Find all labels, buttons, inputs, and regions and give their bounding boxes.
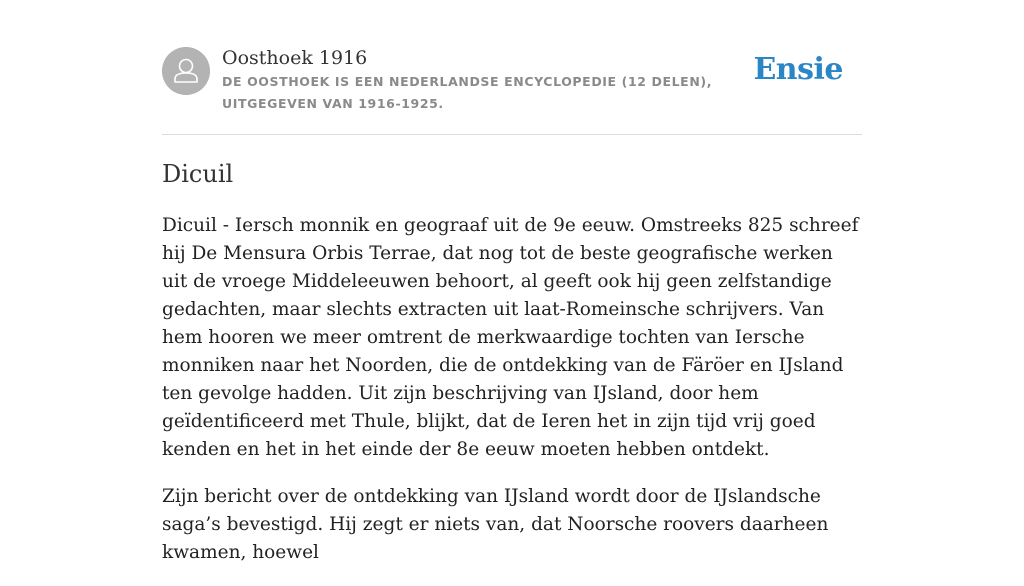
article-paragraph: Zijn bericht over de ontdekking van IJsland wordt door de IJslandsche saga’s bevestigd. Hij zegt er niets van, dat Noorsche roovers daarheen kwamen, hoewel (162, 486, 829, 563)
user-avatar-icon[interactable] (162, 47, 210, 95)
source-name-link[interactable]: Oosthoek 1916 (222, 47, 368, 69)
article-title: Dicuil (162, 160, 234, 188)
source-header (162, 0, 862, 135)
ensie-logo[interactable]: Ensie (753, 52, 843, 87)
article-body (162, 212, 862, 586)
page-container (162, 0, 862, 563)
source-description: DE OOSTHOEK IS EEN NEDERLANDSE ENCYCLOPEDIE (12 DELEN), UITGEGEVEN VAN 1916-1925. (222, 74, 713, 111)
article-paragraph: Dicuil - Iersch monnik en geograaf uit de 9e eeuw. Omstreeks 825 schreef hij De Mensura Orbis Terrae, dat nog tot de beste geografische werken uit de vroege Middeleeuwen behoort, al geeft ook hij geen zelfstandige gedachten, maar slechts extracten uit laat-Romeinsche schrijvers. Van hem hooren we meer omtrent de merkwaardige tochten van Iersche monniken naar het Noorden, die de ontdekking van de Färöer en IJsland ten gevolge hadden. Uit zijn beschrijving van IJsland, door hem geïdentificeerd met Thule, blijkt, dat de Ieren het in zijn tijd vrij goed kenden en het in het einde der 8e eeuw moeten hebben ontdekt. (162, 215, 859, 460)
